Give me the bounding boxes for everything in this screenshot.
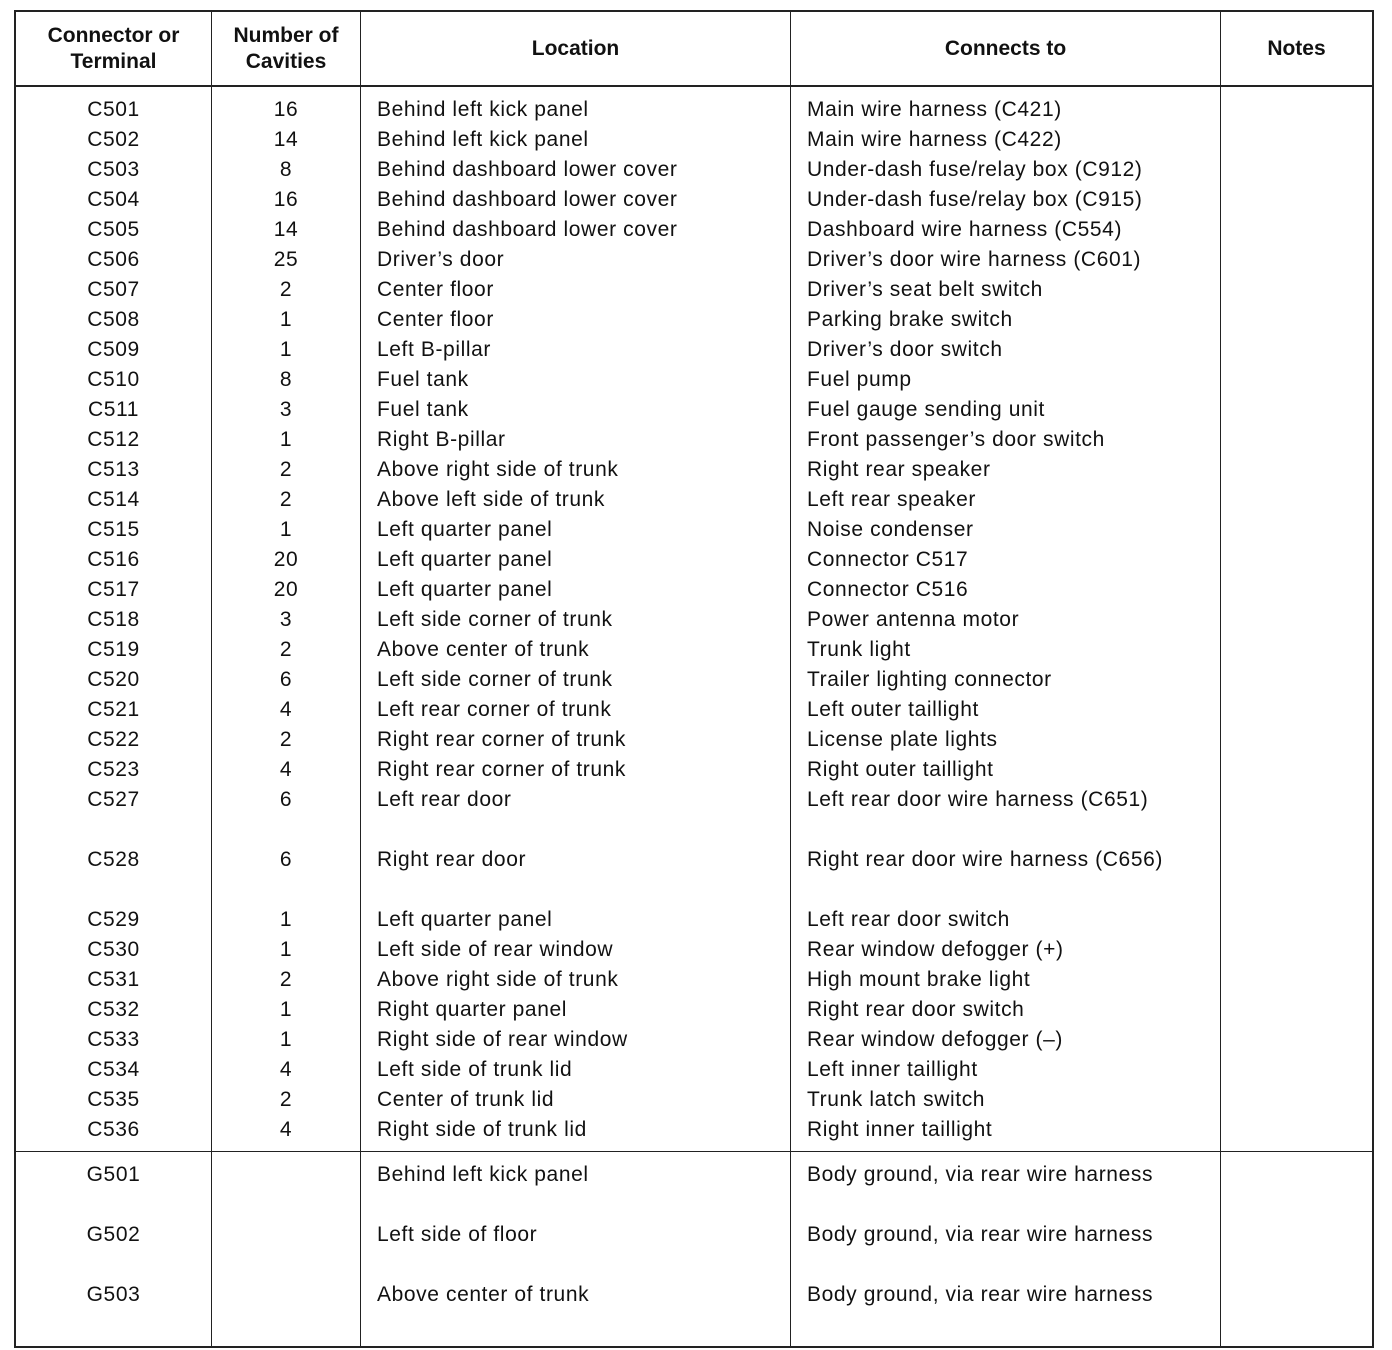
terminal-cell: C502 (87, 128, 140, 151)
connects-to-cell: Left rear door wire harness (C651) (807, 788, 1149, 811)
cavities-cell: 4 (279, 758, 293, 781)
connects-to-cell: Body ground, via rear wire harness (807, 1163, 1154, 1186)
location-cell: Right quarter panel (377, 998, 568, 1021)
terminal-cell: C532 (87, 998, 140, 1021)
connects-to-cell: Trunk latch switch (807, 1088, 986, 1111)
cavities-cell: 14 (273, 128, 299, 151)
cavities-cell: 1 (279, 908, 293, 931)
location-cell: Left rear door (377, 788, 512, 811)
connects-to-cell: High mount brake light (807, 968, 1031, 991)
cavities-cell: 3 (279, 608, 293, 631)
terminal-cell: C534 (87, 1058, 140, 1081)
terminal-cell: C507 (87, 278, 140, 301)
terminal-cell: G501 (86, 1163, 141, 1186)
cavities-cell: 2 (279, 638, 293, 661)
location-cell: Above center of trunk (377, 1283, 590, 1306)
location-cell: Behind dashboard lower cover (377, 218, 678, 241)
location-cell: Left side corner of trunk (377, 608, 613, 631)
terminal-cell: C520 (87, 668, 140, 691)
cavities-cell: 4 (279, 1058, 293, 1081)
connects-to-cell: Fuel gauge sending unit (807, 398, 1045, 421)
cavities-cell: 20 (273, 548, 299, 571)
notes-column (1221, 1152, 1372, 1346)
cavities-cell: 2 (279, 1088, 293, 1111)
terminal-cell: C514 (87, 488, 140, 511)
location-cell: Center floor (377, 308, 494, 331)
location-cell: Right rear corner of trunk (377, 728, 627, 751)
cavities-cell: 1 (279, 998, 293, 1021)
connectors-section (16, 87, 1372, 1152)
cavities-cell: 1 (279, 938, 293, 961)
location-cell: Fuel tank (377, 398, 469, 421)
location-cell: Left quarter panel (377, 578, 553, 601)
location-cell: Above right side of trunk (377, 968, 619, 991)
location-cell: Behind left kick panel (377, 98, 589, 121)
cavities-cell: 8 (279, 158, 293, 181)
location-cell: Right rear door (377, 848, 527, 871)
connects-to-cell: Right inner taillight (807, 1118, 993, 1141)
connector-table (14, 10, 1374, 1348)
connects-to-cell: Noise condenser (807, 518, 974, 541)
location-cell: Left rear corner of trunk (377, 698, 612, 721)
location-cell: Left quarter panel (377, 548, 553, 571)
connects-to-cell: Front passenger’s door switch (807, 428, 1105, 451)
terminal-cell: C528 (87, 848, 140, 871)
connects-to-cell: Right rear speaker (807, 458, 991, 481)
header-terminal: Connector or Terminal (16, 12, 212, 85)
cavities-cell: 4 (279, 698, 293, 721)
location-cell: Driver’s door (377, 248, 505, 271)
connects-to-column (791, 1152, 1221, 1346)
cavities-cell: 4 (279, 1118, 293, 1141)
cavities-column (212, 1152, 361, 1346)
terminal-cell: C536 (87, 1118, 140, 1141)
cavities-cell: 1 (279, 428, 293, 451)
terminal-cell: C515 (87, 518, 140, 541)
terminal-cell: C503 (87, 158, 140, 181)
cavities-cell: 3 (279, 398, 293, 421)
cavities-cell: 1 (279, 338, 293, 361)
connects-to-cell: Rear window defogger (+) (807, 938, 1064, 961)
location-column (361, 1152, 791, 1346)
grounds-section (16, 1152, 1372, 1346)
connects-to-cell: Left rear speaker (807, 488, 976, 511)
cavities-cell: 2 (279, 278, 293, 301)
cavities-cell: 8 (279, 368, 293, 391)
connects-to-cell: Fuel pump (807, 368, 912, 391)
connects-to-cell: Trunk light (807, 638, 911, 661)
terminal-cell: C510 (87, 368, 140, 391)
cavities-cell: 25 (273, 248, 299, 271)
terminal-cell: C531 (87, 968, 140, 991)
connects-to-cell: Driver’s seat belt switch (807, 278, 1043, 301)
location-cell: Left side of rear window (377, 938, 614, 961)
terminal-cell: C517 (87, 578, 140, 601)
location-cell: Behind dashboard lower cover (377, 188, 678, 211)
terminal-column (16, 87, 212, 1151)
header-location: Location (361, 12, 791, 85)
terminal-cell: C523 (87, 758, 140, 781)
location-cell: Left side corner of trunk (377, 668, 613, 691)
terminal-cell: C508 (87, 308, 140, 331)
connects-to-cell: Left outer taillight (807, 698, 979, 721)
cavities-cell: 6 (279, 848, 293, 871)
connects-to-cell: Under-dash fuse/relay box (C912) (807, 158, 1143, 181)
terminal-cell: C509 (87, 338, 140, 361)
connects-to-cell: Right outer taillight (807, 758, 994, 781)
cavities-cell (212, 1160, 360, 1220)
location-cell: Above left side of trunk (377, 488, 606, 511)
terminal-cell: C504 (87, 188, 140, 211)
terminal-cell: C522 (87, 728, 140, 751)
connects-to-cell: Right rear door switch (807, 998, 1025, 1021)
connects-to-cell: Under-dash fuse/relay box (C915) (807, 188, 1143, 211)
terminal-cell: G502 (86, 1223, 141, 1246)
cavities-cell: 6 (279, 788, 293, 811)
terminal-cell: C513 (87, 458, 140, 481)
connects-to-cell: Body ground, via rear wire harness (807, 1283, 1154, 1306)
connects-to-cell: Trailer lighting connector (807, 668, 1052, 691)
terminal-cell: C511 (87, 398, 140, 421)
location-cell: Left side of floor (377, 1223, 538, 1246)
connects-to-cell: Dashboard wire harness (C554) (807, 218, 1123, 241)
cavities-cell: 1 (279, 308, 293, 331)
terminal-cell: C529 (87, 908, 140, 931)
location-cell: Right side of trunk lid (377, 1118, 587, 1141)
cavities-cell: 6 (279, 668, 293, 691)
connects-to-cell: Rear window defogger (–) (807, 1028, 1064, 1051)
cavities-cell (212, 1280, 360, 1340)
connects-to-cell: Left inner taillight (807, 1058, 978, 1081)
terminal-cell: C505 (87, 218, 140, 241)
connects-to-cell: Left rear door switch (807, 908, 1010, 931)
connects-to-cell: Main wire harness (C422) (807, 128, 1062, 151)
location-cell: Right rear corner of trunk (377, 758, 627, 781)
header-cavities: Number of Cavities (212, 12, 361, 85)
location-cell: Right side of rear window (377, 1028, 628, 1051)
location-cell: Behind left kick panel (377, 128, 589, 151)
location-cell: Left B-pillar (377, 338, 492, 361)
connects-to-cell: Body ground, via rear wire harness (807, 1223, 1154, 1246)
cavities-column (212, 87, 361, 1151)
connects-to-cell: Driver’s door switch (807, 338, 1003, 361)
connects-to-column (791, 87, 1221, 1151)
cavities-cell: 16 (273, 98, 299, 121)
location-cell: Center floor (377, 278, 494, 301)
location-cell: Right B-pillar (377, 428, 506, 451)
location-cell: Left quarter panel (377, 518, 553, 541)
cavities-cell: 1 (279, 1028, 293, 1051)
terminal-column (16, 1152, 212, 1346)
cavities-cell: 16 (273, 188, 299, 211)
cavities-cell: 1 (279, 518, 293, 541)
terminal-cell: C506 (87, 248, 140, 271)
cavities-cell: 2 (279, 458, 293, 481)
terminal-cell: G503 (86, 1283, 141, 1306)
location-cell: Left quarter panel (377, 908, 553, 931)
connects-to-cell: Parking brake switch (807, 308, 1013, 331)
terminal-cell: C516 (87, 548, 140, 571)
cavities-cell: 20 (273, 578, 299, 601)
terminal-cell: C527 (87, 788, 140, 811)
cavities-cell: 2 (279, 488, 293, 511)
terminal-cell: C512 (87, 428, 140, 451)
connects-to-cell: Driver’s door wire harness (C601) (807, 248, 1142, 271)
location-cell: Center of trunk lid (377, 1088, 555, 1111)
location-cell: Fuel tank (377, 368, 469, 391)
terminal-cell: C518 (87, 608, 140, 631)
cavities-cell (212, 1220, 360, 1280)
cavities-cell: 14 (273, 218, 299, 241)
terminal-cell: C501 (87, 98, 140, 121)
table-header (16, 12, 1372, 87)
connects-to-cell: Right rear door wire harness (C656) (807, 848, 1163, 871)
notes-column (1221, 87, 1372, 1151)
location-cell: Behind left kick panel (377, 1163, 589, 1186)
connects-to-cell: Main wire harness (C421) (807, 98, 1062, 121)
connects-to-cell: Connector C516 (807, 578, 969, 601)
connects-to-cell: Connector C517 (807, 548, 969, 571)
location-cell: Behind dashboard lower cover (377, 158, 678, 181)
location-cell: Above right side of trunk (377, 458, 619, 481)
location-column (361, 87, 791, 1151)
terminal-cell: C535 (87, 1088, 140, 1111)
header-connects-to: Connects to (791, 12, 1221, 85)
terminal-cell: C519 (87, 638, 140, 661)
location-cell: Above center of trunk (377, 638, 590, 661)
cavities-cell: 2 (279, 728, 293, 751)
cavities-cell: 2 (279, 968, 293, 991)
connects-to-cell: License plate lights (807, 728, 998, 751)
terminal-cell: C533 (87, 1028, 140, 1051)
connects-to-cell: Power antenna motor (807, 608, 1020, 631)
terminal-cell: C530 (87, 938, 140, 961)
terminal-cell: C521 (87, 698, 140, 721)
header-notes: Notes (1267, 36, 1326, 60)
location-cell: Left side of trunk lid (377, 1058, 573, 1081)
